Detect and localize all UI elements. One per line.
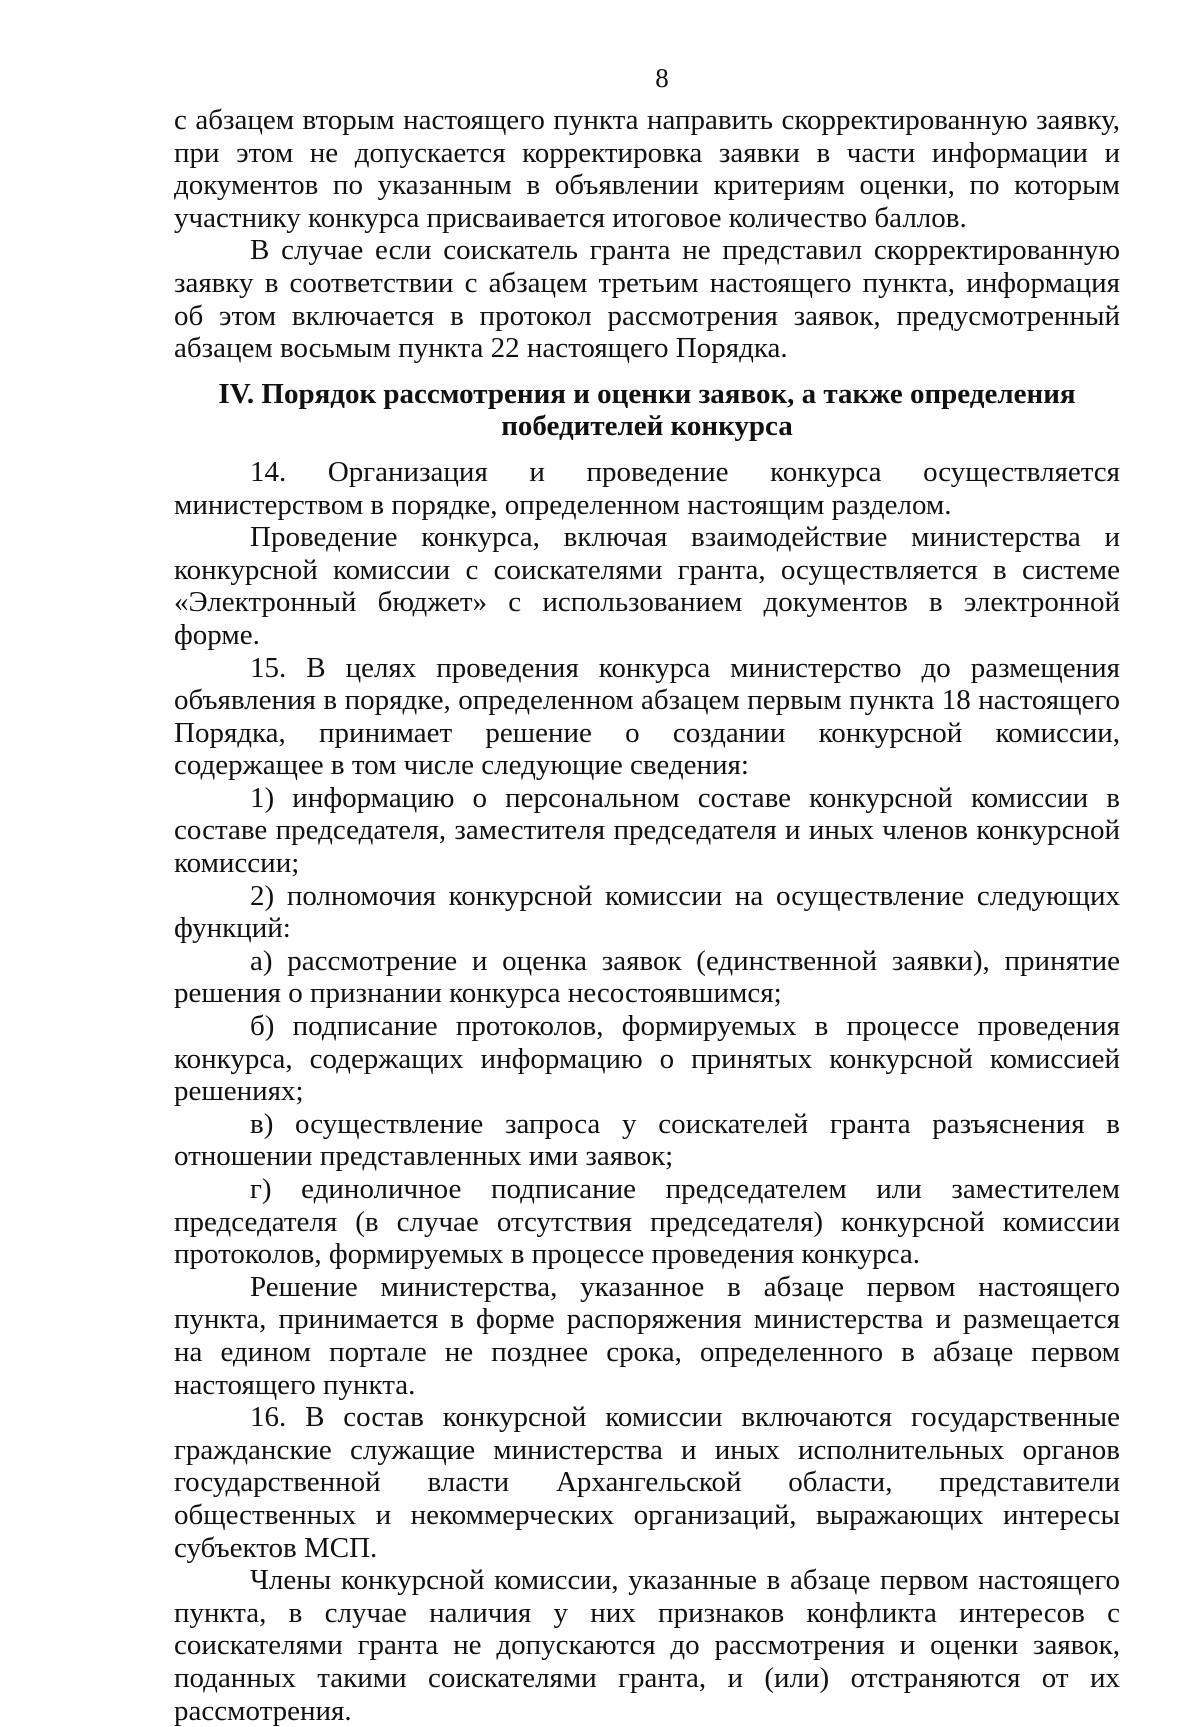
clause-14-electronic-budget: Проведение конкурса, включая взаимодействие министерства и конкурсной комиссии с соискателями гранта, осуществляется в системе «Электронный бюджет» с использованием документов в электронной форме. [174,521,1120,651]
clause-15: 15. В целях проведения конкурса министерство до размещения объявления в порядке, определенном абзацем первым пункта 18 настоящего Порядка, принимает решение о создании конкурсной комиссии, содержащее в том числе следующие сведения: [174,651,1120,782]
clause-15-item-1: 1) информацию о персональном составе конкурсной комиссии в составе председателя, заместителя председателя и иных членов конкурсной комиссии; [174,781,1120,880]
section-heading [174,378,1120,443]
paragraph-corrected-application: В случае если соискатель гранта не представил скорректированную заявку в соответствии с абзацем третьим настоящего пункта, информация об этом включается в протокол рассмотрения заявок, предусмотренный абзацем восьмым пункта 22 настоящего Порядка. [174,234,1120,365]
clause-15-subitem-b: б) подписание протоколов, формируемых в процессе проведения конкурса, содержащих информацию о принятых конкурсной комиссией решениях; [174,1010,1120,1108]
clause-15-subitem-a: а) рассмотрение и оценка заявок (единственной заявки), принятие решения о признании конкурса несостоявшимся; [174,944,1120,1010]
clause-15-subitem-v: в) осуществление запроса у соискателей гранта разъяснения в отношении представленных ими заявок; [174,1107,1120,1173]
clause-15-item-2: 2) полномочия конкурсной комиссии на осуществление следующих функций: [174,879,1120,945]
document-page [174,62,1120,1727]
clause-16: 16. В состав конкурсной комиссии включаются государственные гражданские служащие министерства и иных исполнительных органов государственной власти Архангельской области, представители общественных и некоммерческих организаций, выражающих интересы субъектов МСП. [174,1401,1120,1564]
clause-15-subitem-g: г) единоличное подписание председателем или заместителем председателя (в случае отсутствия председателя) конкурсной комиссии протоколов, формируемых в процессе проведения конкурса. [174,1173,1120,1271]
page-number: 8 [655,63,669,93]
clause-15-decision: Решение министерства, указанное в абзаце первом настоящего пункта, принимается в форме распоряжения министерства и размещается на едином портале не позднее срока, определенного в абзаце первом настоящего пункта. [174,1270,1120,1401]
section-heading-line-2: победителей конкурса [501,410,793,443]
clause-16-conflict-of-interest: Члены конкурсной комиссии, указанные в абзаце первом настоящего пункта, в случае наличия у них признаков конфликта интересов с соискателями гранта не допускаются до рассмотрения и оценки заявок, поданных такими соискателями гранта, и (или) отстраняются от их рассмотрения. [174,1564,1120,1727]
clause-14: 14. Организация и проведение конкурса осуществляется министерством в порядке, определенном настоящим разделом. [174,455,1120,521]
paragraph-continuation: с абзацем вторым настоящего пункта направить скорректированную заявку, при этом не допускается корректировка заявки в части информации и документов по указанным в объявлении критериям оценки, по которым участнику конкурса присваивается итоговое количество баллов. [174,104,1120,234]
section-heading-line-1: IV. Порядок рассмотрения и оценки заявок, а также определения [218,377,1076,410]
